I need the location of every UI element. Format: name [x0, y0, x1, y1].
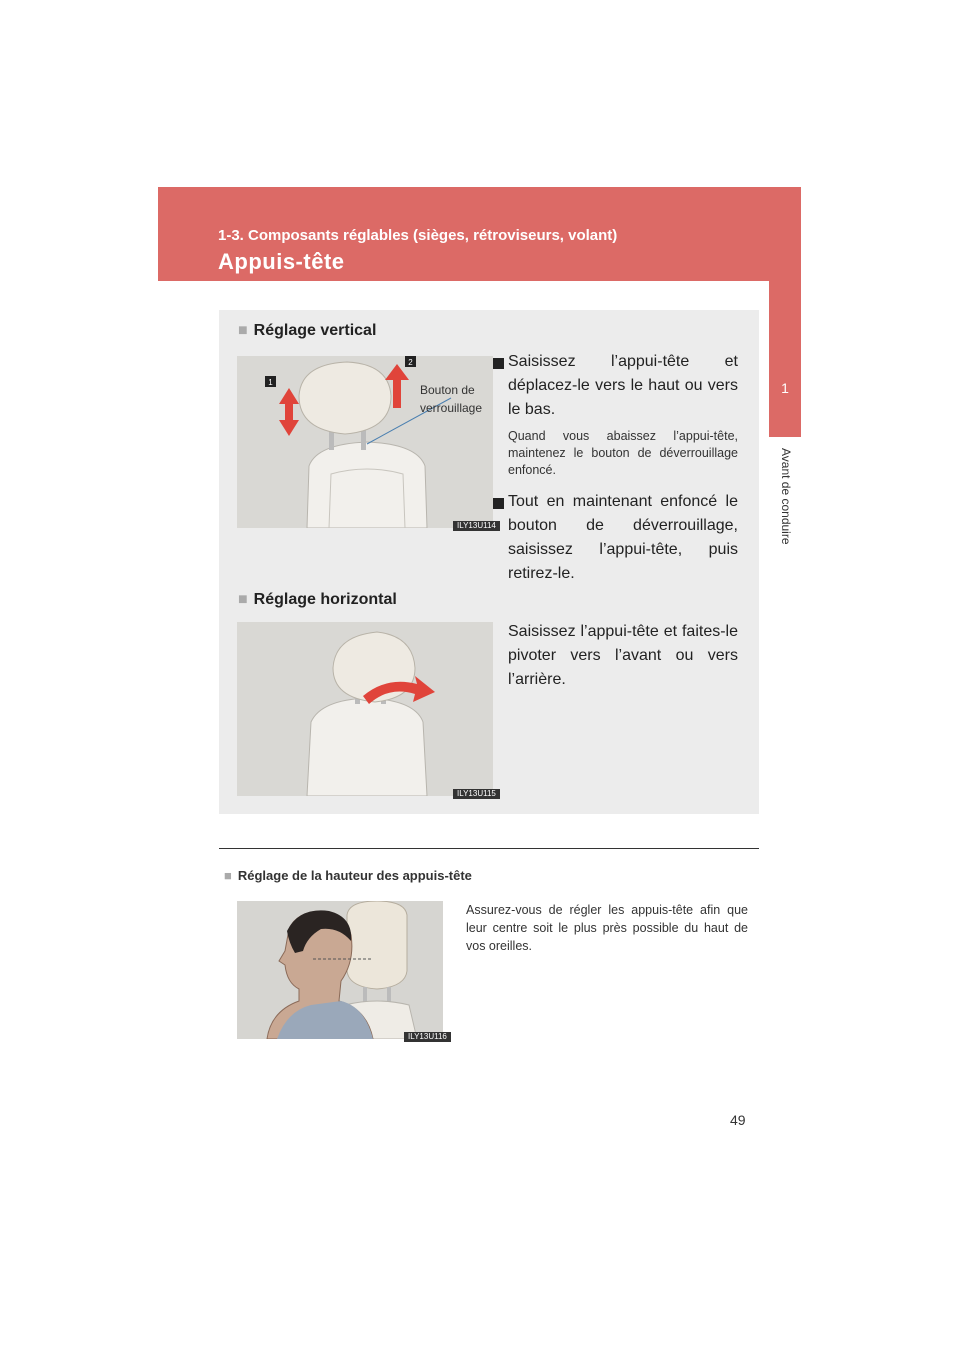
section-label: 1-3. Composants réglables (sièges, rétroviseurs, volant) — [218, 227, 618, 244]
headrest-horizontal-illustration — [237, 622, 493, 796]
square-bullet-icon: ■ — [238, 591, 248, 608]
svg-text:2: 2 — [408, 358, 413, 367]
square-bullet-icon: ■ — [238, 322, 248, 339]
page-number: 49 — [730, 1112, 746, 1128]
image-code: ILY13U115 — [453, 789, 500, 799]
svg-text:1: 1 — [268, 378, 273, 387]
chapter-header — [158, 187, 800, 281]
image-code: ILY13U114 — [453, 521, 500, 531]
step-2-marker — [493, 498, 504, 509]
chapter-side-tab — [769, 187, 801, 437]
step-1-marker — [493, 358, 504, 369]
info-text: Assurez-vous de régler les appuis-tête afin que leur centre soit le plus près possible du haut de vos oreilles. — [466, 903, 748, 953]
step-1-text: Saisissez l’appui-tête et déplacez-le vers le haut ou vers le bas. — [508, 353, 738, 418]
lock-button-callout: Bouton de verrouillage — [420, 383, 483, 415]
page-title: Appuis-tête — [218, 249, 345, 274]
vertical-heading: ■ Réglage vertical — [238, 322, 377, 339]
info-heading: ■ Réglage de la hauteur des appuis-tête — [224, 868, 472, 883]
horizontal-heading: ■ Réglage horizontal — [238, 591, 397, 608]
square-bullet-icon: ■ — [224, 868, 232, 883]
step-2-text: Tout en maintenant enfoncé le bouton de déverrouillage, saisissez l’appui-tête, puis retirez-le. — [508, 493, 738, 582]
section-divider — [219, 848, 759, 849]
chapter-number: 1 — [781, 380, 789, 396]
image-code: ILY13U116 — [404, 1032, 451, 1042]
step-1-note: Quand vous abaissez l’appui-tête, maintenez le bouton de déverrouillage enfoncé. — [508, 429, 738, 477]
headrest-height-illustration — [237, 901, 443, 1039]
horizontal-text: Saisissez l’appui-tête et faites-le pivoter vers l’avant ou vers l’arrière. — [508, 623, 738, 688]
chapter-label: Avant de conduire — [779, 448, 793, 545]
